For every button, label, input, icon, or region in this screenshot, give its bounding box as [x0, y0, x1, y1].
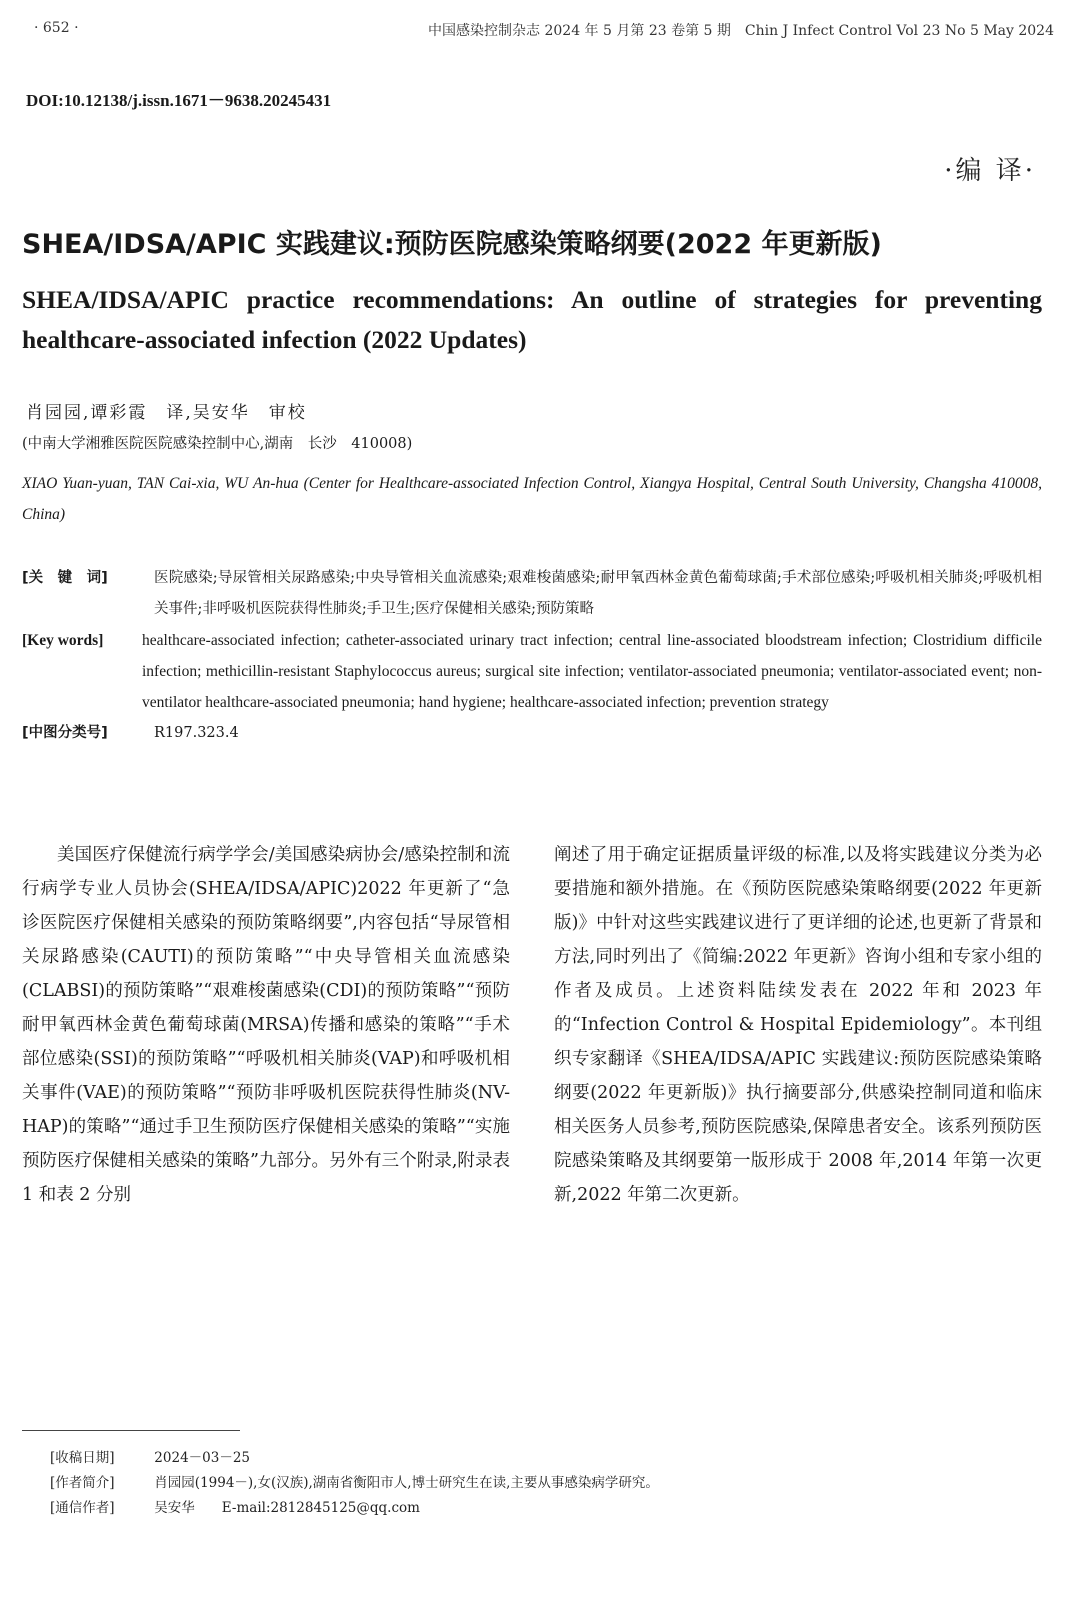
- author-names-english: XIAO Yuan-yuan, TAN Cai-xia, WU An-hua: [22, 475, 299, 492]
- footnotes: [50, 1446, 659, 1521]
- footnote-divider: [22, 1430, 240, 1431]
- keywords-chinese: [22, 563, 1042, 625]
- doi-line: DOI:10.12138/j.issn.1671－9638.20245431: [26, 91, 332, 110]
- keywords-english: [22, 625, 1042, 718]
- keywords-block: [22, 563, 1042, 749]
- running-header: [26, 18, 1054, 44]
- paragraph: 阐述了用于确定证据质量评级的标准,以及将实践建议分类为必要措施和额外措施。在《预防医院感染策略纲要(2022 年更新版)》中针对这些实践建议进行了更详细的论述,也更新了背景和方法,同时列出了《简编:2022 年更新》咨询小组和专家小组的作者及成员。上述资料陆续发表在 2022 年和 2023 年的“Infection Control & Hospital Epidemiology”。本刊组织专家翻译《SHEA/IDSA/APIC 实践建议:预防医院感染策略纲要(2022 年更新版)》执行摘要部分,供感染控制同道和临床相关医务人员参考,预防医院感染,保障患者安全。该系列预防医院感染策略及其纲要第一版形成于 2008 年,2014 年第一次更新,2022 年第二次更新。: [554, 845, 1042, 1205]
- authors-chinese: 肖园园,谭彩霞 译,吴安华 审校: [26, 403, 307, 423]
- title-english: SHEA/IDSA/APIC practice recommendations: An outline of strategies for preventing healthcare-associated infection (2022 Updates): [22, 285, 1042, 354]
- authors-english: [22, 468, 1042, 530]
- page-number: · 652 ·: [34, 20, 79, 36]
- footnote-label: [通信作者]: [50, 1500, 115, 1516]
- title-chinese: SHEA/IDSA/APIC 实践建议:预防医院感染策略纲要(2022 年更新版): [22, 229, 882, 260]
- keywords-english-label: [Key words]: [22, 632, 104, 649]
- classification-label: [中图分类号]: [22, 725, 108, 741]
- footnote-received: [50, 1446, 659, 1471]
- journal-citation: 中国感染控制杂志 2024 年 5 月第 23 卷第 5 期 Chin J Infect Control Vol 23 No 5 May 2024: [428, 23, 1054, 39]
- footnote-label: [作者简介]: [50, 1475, 115, 1491]
- footnote-correspondence: [50, 1496, 659, 1521]
- classification-value: R197.323.4: [154, 725, 239, 741]
- keywords-english-text: healthcare-associated infection; catheter-associated urinary tract infection; central line-associated bloodstream infection; Clostridium difficile infection; methicillin-resistant Staphylococcus aureus; surgical site infection; ventilator-associated pneumonia; ventilator-associated event; non-ventilator healthcare-associated pneumonia; hand hygiene; healthcare-associated infection; prevention strategy: [142, 632, 1042, 711]
- footnote-label: [收稿日期]: [50, 1450, 115, 1466]
- keywords-chinese-label: [关 键 词]: [22, 570, 108, 586]
- body-column-right: [554, 838, 1042, 1212]
- footnote-author-bio: [50, 1471, 659, 1496]
- classification-number: [22, 718, 1042, 749]
- paragraph: 美国医疗保健流行病学学会/美国感染病协会/感染控制和流行病学专业人员协会(SHEA/IDSA/APIC)2022 年更新了“急诊医院医疗保健相关感染的预防策略纲要”,内容包括“导尿管相关尿路感染(CAUTI)的预防策略”“中央导管相关血流感染(CLABSI)的预防策略”“艰难梭菌感染(CDI)的预防策略”“预防耐甲氧西林金黄色葡萄球菌(MRSA)传播和感染的策略”“手术部位感染(SSI)的预防策略”“呼吸机相关肺炎(VAP)和呼吸机相关事件(VAE)的预防策略”“预防非呼吸机医院获得性肺炎(NV-HAP)的策略”“通过手卫生预防医疗保健相关感染的策略”“实施预防医疗保健相关感染的策略”九部分。另外有三个附录,附录表 1 和表 2 分别: [22, 845, 510, 1205]
- footnote-text: 肖园园(1994－),女(汉族),湖南省衡阳市人,博士研究生在读,主要从事感染病学研究。: [154, 1475, 659, 1491]
- body-column-left: [22, 838, 510, 1212]
- section-label: ·编 译·: [944, 156, 1036, 186]
- footnote-text: 2024－03－25: [154, 1450, 251, 1466]
- body-text: [22, 838, 1042, 1212]
- footnote-text: 吴安华 E-mail:2812845125@qq.com: [154, 1500, 420, 1516]
- affiliation-english: (Center for Healthcare-associated Infection Control, Xiangya Hospital, Central South University, Changsha 410008, China): [22, 475, 1043, 523]
- affiliation-chinese: (中南大学湘雅医院医院感染控制中心,湖南 长沙 410008): [22, 436, 413, 452]
- keywords-chinese-text: 医院感染;导尿管相关尿路感染;中央导管相关血流感染;艰难梭菌感染;耐甲氧西林金黄色葡萄球菌;手术部位感染;呼吸机相关肺炎;呼吸机相关事件;非呼吸机医院获得性肺炎;手卫生;医疗保健相关感染;预防策略: [154, 570, 1042, 617]
